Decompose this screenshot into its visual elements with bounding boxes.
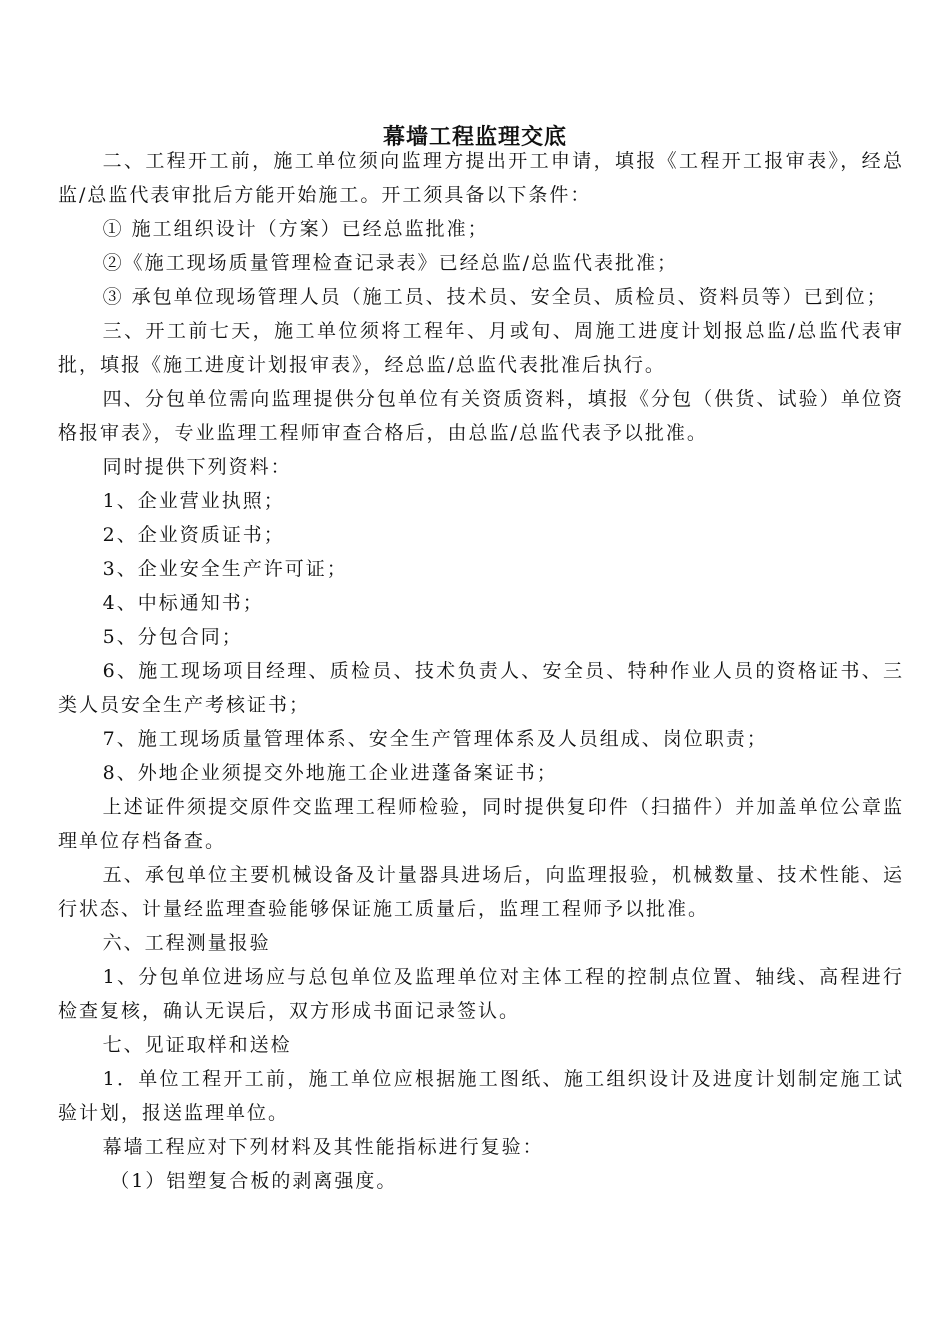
- sampling-item-1: 1．单位工程开工前，施工单位应根据施工图纸、施工组织设计及进度计划制定施工试验计划，报送监理单位。: [58, 1068, 904, 1124]
- heading-section-7: 七、见证取样和送检: [102, 1034, 292, 1056]
- materials-item-7: 7、施工现场质量管理体系、安全生产管理体系及人员组成、岗位职责；: [102, 728, 768, 750]
- paragraph-section-3: 三、开工前七天，施工单位须将工程年、月或旬、周施工进度计划报总监/总监代表审批，填报《施工进度计划报审表》，经总监/总监代表批准后执行。: [58, 320, 904, 376]
- materials-item-1: 1、企业营业执照；: [102, 490, 285, 512]
- paragraph-section-4: 四、分包单位需向监理提供分包单位有关资质资料，填报《分包（供货、试验）单位资格报审表》，专业监理工程师审查合格后，由总监/总监代表予以批准。: [58, 388, 904, 444]
- condition-item-3: ③ 承包单位现场管理人员（施工员、技术员、安全员、质检员、资料员等）已到位；: [102, 286, 888, 308]
- paragraph-section-5: 五、承包单位主要机械设备及计量器具进场后，向监理报验，机械数量、技术性能、运行状态、计量经监理查验能够保证施工质量后，监理工程师予以批准。: [58, 864, 904, 920]
- materials-note: 上述证件须提交原件交监理工程师检验，同时提供复印件（扫描件）并加盖单位公章监理单位存档备查。: [58, 796, 904, 852]
- condition-item-2: ②《施工现场质量管理检查记录表》已经总监/总监代表批准；: [102, 252, 679, 274]
- materials-item-6: 6、施工现场项目经理、质检员、技术负责人、安全员、特种作业人员的资格证书、三类人员安全生产考核证书；: [58, 660, 904, 716]
- retest-intro: 幕墙工程应对下列材料及其性能指标进行复验：: [102, 1136, 544, 1158]
- materials-item-4: 4、中标通知书；: [102, 592, 264, 614]
- materials-intro: 同时提供下列资料：: [102, 456, 292, 478]
- materials-item-8: 8、外地企业须提交外地施工企业进蓬备案证书；: [102, 762, 558, 784]
- paragraph-section-2: 二、工程开工前，施工单位须向监理方提出开工申请，填报《工程开工报审表》，经总监/总监代表审批后方能开始施工。开工须具备以下条件：: [58, 150, 904, 206]
- heading-section-6: 六、工程测量报验: [102, 932, 271, 954]
- materials-item-5: 5、分包合同；: [102, 626, 243, 648]
- materials-item-2: 2、企业资质证书；: [102, 524, 285, 546]
- document-title: 幕墙工程监理交底: [382, 124, 567, 150]
- materials-item-3: 3、企业安全生产许可证；: [102, 558, 348, 580]
- retest-item-1: （1）铝塑复合板的剥离强度。: [110, 1170, 398, 1192]
- condition-item-1: ① 施工组织设计（方案）已经总监批准；: [102, 218, 489, 240]
- survey-item-1: 1、分包单位进场应与总包单位及监理单位对主体工程的控制点位置、轴线、高程进行检查复核，确认无误后，双方形成书面记录签认。: [58, 966, 904, 1022]
- document-body: [58, 144, 904, 1198]
